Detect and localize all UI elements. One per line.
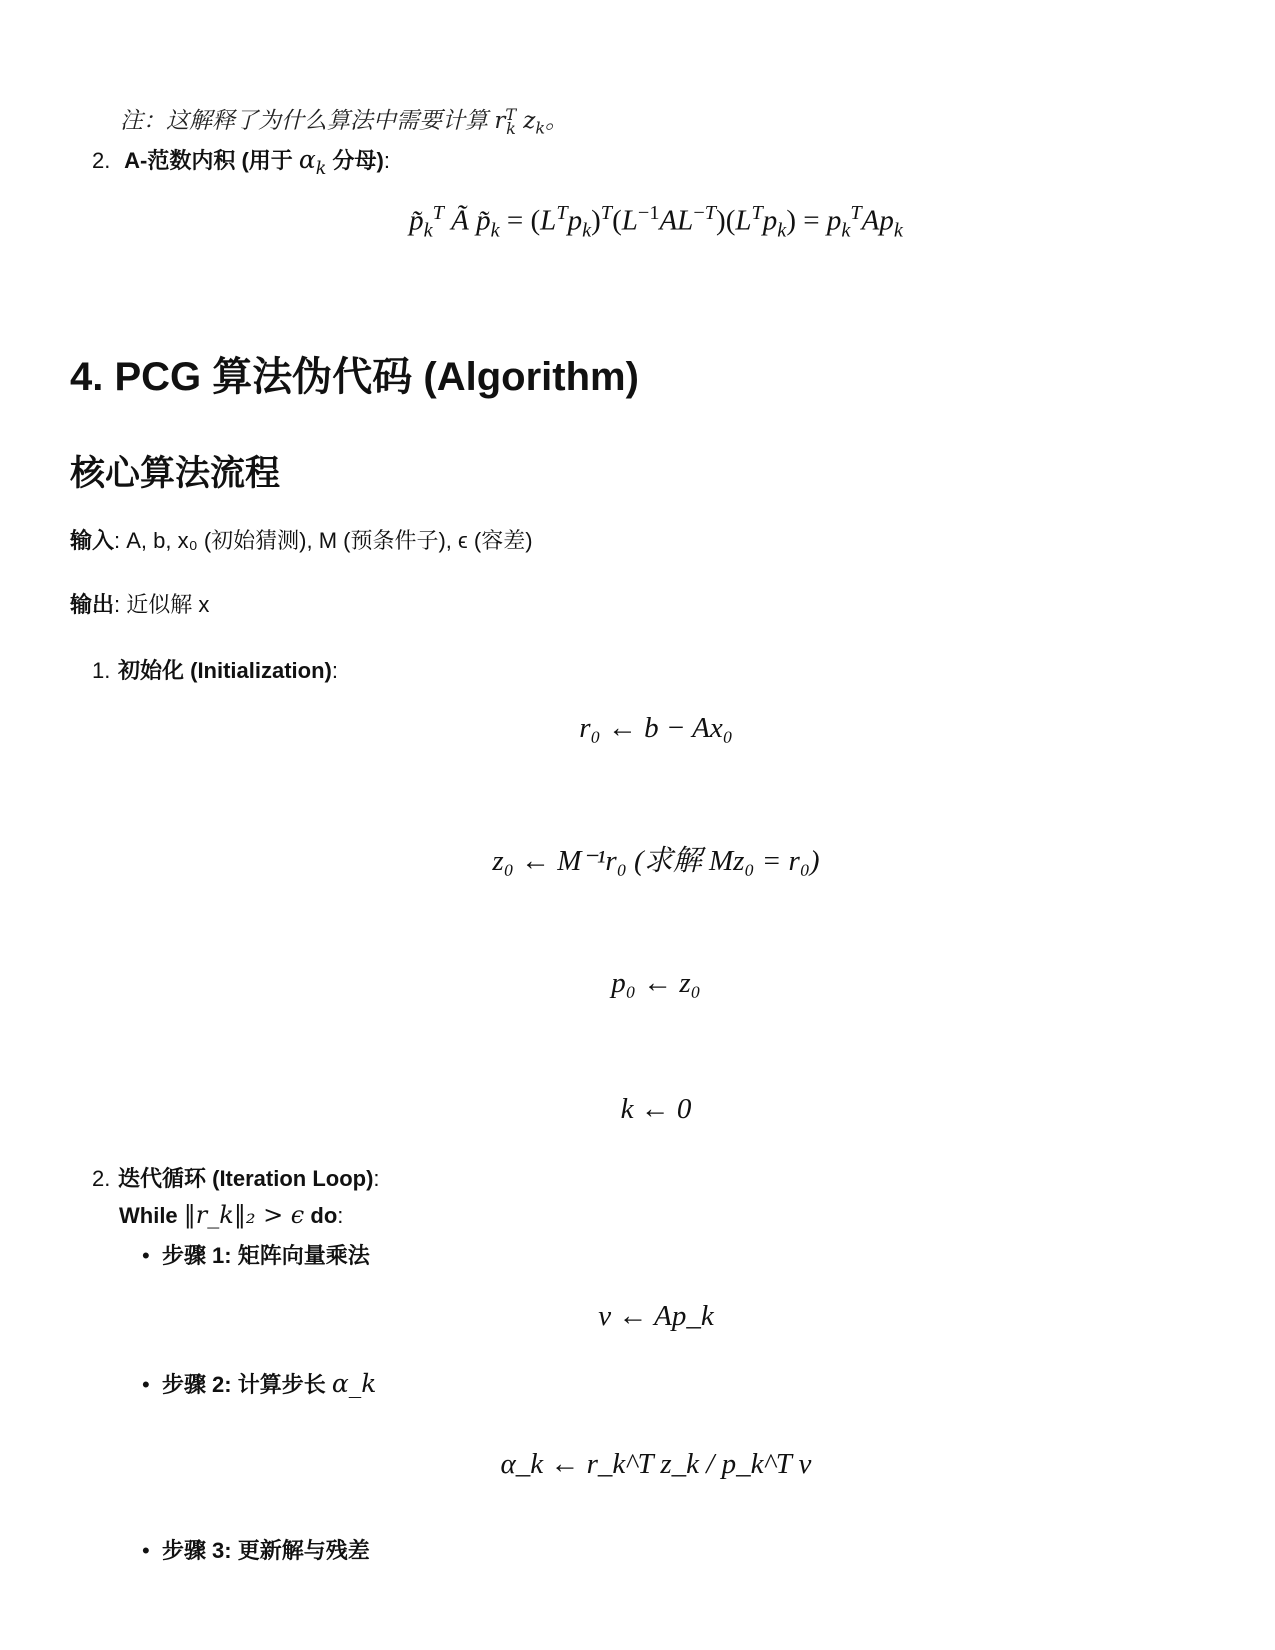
note-line (120, 102, 568, 138)
formula-z0: z₀ ← M⁻¹r₀ (求解 Mz₀ = r₀) (492, 845, 820, 877)
section-title: 4. PCG 算法伪代码 (Algorithm) (70, 355, 639, 399)
formula-r0: r₀ ← b − Ax₀ (579, 712, 733, 744)
list-label: A-范数内积 (用于 (124, 148, 293, 173)
formula-k: k ← 0 (620, 1093, 692, 1125)
alpha-math: $\alpha_k$ (298, 145, 327, 179)
substep-label: 步骤 1: 矩阵向量乘法 (161, 1243, 370, 1268)
substep-1 (142, 1239, 370, 1270)
step-label: 迭代循环 (Iteration Loop) (118, 1166, 374, 1191)
input-text: : A, b, x₀ (初始猜测), M (预条件子), ϵ (容差) (114, 528, 533, 553)
colon: : (331, 658, 339, 683)
colon: : (373, 1166, 380, 1191)
substep-3 (142, 1534, 370, 1565)
formula-a-norm: $p̃_k^T$ Ã $p̃_k = (L^Tp_k)^T(L^{-1}AL^{-T})(L^Tp_k) = p_k^TAp_k$ (409, 202, 903, 242)
input-label: 输入 (70, 528, 115, 553)
input-line (70, 524, 533, 555)
list-number: 2. (92, 1166, 111, 1191)
do-keyword: do (310, 1203, 338, 1228)
list-item-a-norm (92, 144, 390, 179)
colon: : (337, 1203, 344, 1228)
bullet-icon: • (142, 1243, 150, 1268)
note-text: 注：这解释了为什么算法中需要计算 (120, 107, 488, 133)
step-label: 初始化 (Initialization) (118, 658, 332, 683)
step-init (92, 654, 338, 685)
note-end: 。 (545, 107, 569, 133)
bullet-icon: • (142, 1372, 150, 1397)
while-keyword: While (119, 1203, 178, 1228)
step-loop (92, 1162, 380, 1193)
list-number: 1. (92, 658, 111, 683)
substep-label: 步骤 3: 更新解与残差 (161, 1538, 370, 1563)
list-number: 2. (92, 148, 111, 173)
while-condition: ‖r_k‖₂ > ϵ (183, 1201, 305, 1229)
output-text: : 近似解 x (114, 592, 210, 617)
while-line (119, 1201, 343, 1229)
bullet-icon: • (142, 1538, 150, 1563)
substep-label: 步骤 2: 计算步长 (161, 1372, 326, 1397)
list-label-b: 分母) (332, 148, 384, 173)
formula-p0: p₀ ← z₀ (611, 967, 701, 999)
subsection-title: 核心算法流程 (70, 454, 281, 493)
substep-2 (142, 1368, 376, 1399)
output-line (70, 588, 209, 619)
formula-v: v ← Ap_k (598, 1300, 714, 1332)
output-label: 输出 (70, 592, 115, 617)
formula-alpha: α_k ← r_k^T z_k / p_k^T v (500, 1448, 812, 1480)
colon: : (383, 148, 390, 173)
note-math: $r_{Tk}$ $z_k$ (494, 104, 546, 138)
alpha-math: α_k (331, 1369, 377, 1398)
